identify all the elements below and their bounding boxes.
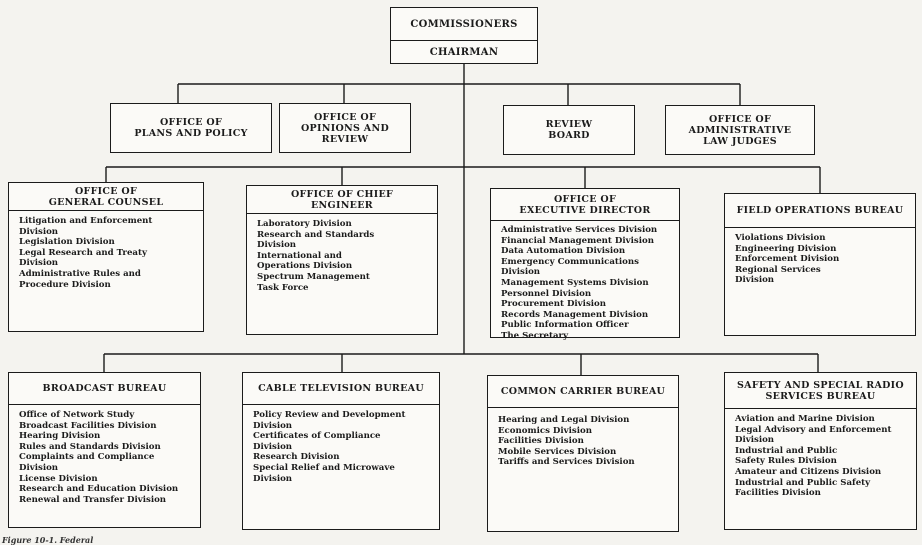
list-item: Policy Review and Development Division — [253, 410, 406, 431]
list-item: Spectrum Management Task Force — [257, 271, 370, 293]
list-item: Research and Standards Division — [257, 229, 375, 251]
list-item: Litigation and Enforcement Division — [19, 216, 153, 237]
review-board: REVIEW BOARD — [503, 105, 635, 155]
commissioners-label: COMMISSIONERS — [391, 8, 537, 41]
office-admin-law-judges: OFFICE OF ADMINISTRATIVE LAW JUDGES — [665, 105, 815, 155]
common-carrier-bureau-list — [488, 408, 678, 468]
common-carrier-bureau — [487, 375, 679, 532]
list-item: Mobile Services Division — [498, 446, 617, 457]
list-item: Legal Advisory and Enforcement Division — [735, 424, 892, 446]
list-item: Aviation and Marine Division — [735, 414, 875, 424]
office-executive-director-title: OFFICE OF EXECUTIVE DIRECTOR — [491, 189, 679, 221]
list-item: Office of Network Study — [19, 410, 135, 420]
list-item: Industrial and Public Safety Rules Division — [735, 445, 838, 467]
office-general-counsel — [8, 182, 204, 332]
list-item: Renewal and Transfer Division — [19, 494, 167, 505]
list-item: Public Information Officer — [501, 320, 629, 331]
list-item: Research and Education Division — [19, 484, 179, 495]
list-item: Special Relief and Microwave Division — [253, 462, 395, 484]
list-item: Administrative Services Division — [501, 225, 658, 235]
list-item: Enforcement Division — [735, 254, 840, 265]
cable-television-bureau-list — [243, 405, 439, 484]
list-item: Management Systems Division — [501, 277, 649, 288]
broadcast-bureau — [8, 372, 201, 528]
figure-caption: Figure 10-1. Federal — [2, 535, 94, 545]
broadcast-bureau-list — [9, 405, 200, 505]
field-operations-bureau-list — [725, 228, 915, 286]
safety-special-radio-bureau-title: SAFETY AND SPECIAL RADIO SERVICES BUREAU — [725, 373, 916, 409]
office-opinions-review: OFFICE OF OPINIONS AND REVIEW — [279, 103, 411, 153]
list-item: Economics Division — [498, 425, 592, 436]
list-item: Amateur and Citizens Division — [735, 466, 882, 477]
field-operations-bureau — [724, 193, 916, 336]
list-item: Certificates of Compliance Division — [253, 431, 381, 452]
list-item: Data Automation Division — [501, 246, 626, 257]
list-item: Laboratory Division — [257, 219, 352, 229]
list-item: Administrative Rules and Procedure Division — [19, 268, 141, 290]
list-item: The Secretary — [501, 330, 569, 341]
office-executive-director-list — [491, 221, 679, 342]
list-item: Rules and Standards Division — [19, 441, 161, 452]
office-chief-engineer-title: OFFICE OF CHIEF ENGINEER — [247, 186, 437, 214]
office-chief-engineer-list — [247, 214, 437, 293]
office-chief-engineer — [246, 185, 438, 335]
list-item: License Division — [19, 473, 98, 484]
broadcast-bureau-title: BROADCAST BUREAU — [9, 373, 200, 405]
commissioners-box — [390, 7, 538, 64]
office-executive-director — [490, 188, 680, 341]
chairman-label: CHAIRMAN — [429, 46, 499, 58]
field-operations-bureau-title: FIELD OPERATIONS BUREAU — [725, 194, 915, 228]
list-item: Complaints and Compliance Division — [19, 452, 155, 473]
list-item: Regional Services Division — [735, 264, 821, 286]
list-item: Hearing Division — [19, 431, 101, 442]
office-general-counsel-title: OFFICE OF GENERAL COUNSEL — [9, 183, 203, 211]
list-item: Broadcast Facilities Division — [19, 420, 157, 431]
list-item: Research Division — [253, 452, 340, 463]
list-item: Legal Research and Treaty Division — [19, 247, 147, 269]
list-item: Records Management Division — [501, 309, 649, 320]
list-item: Emergency Communications Division — [501, 256, 639, 278]
list-item: Financial Management Division — [501, 235, 654, 246]
list-item: Personnel Division — [501, 288, 592, 299]
list-item: Engineering Division — [735, 243, 837, 254]
cable-television-bureau-title: CABLE TELEVISION BUREAU — [243, 373, 439, 405]
list-item: Violations Division — [735, 233, 826, 243]
list-item: Procurement Division — [501, 299, 607, 310]
list-item: Facilities Division — [498, 436, 584, 447]
safety-special-radio-bureau — [724, 372, 917, 530]
common-carrier-bureau-title: COMMON CARRIER BUREAU — [488, 376, 678, 408]
safety-special-radio-bureau-list — [725, 409, 916, 499]
list-item: Industrial and Public Safety Facilities Division — [735, 477, 871, 499]
office-plans-policy: OFFICE OF PLANS AND POLICY — [110, 103, 272, 153]
list-item: Hearing and Legal Division — [498, 415, 630, 425]
list-item: Tariffs and Services Division — [498, 457, 635, 468]
list-item: International and Operations Division — [257, 250, 353, 272]
office-general-counsel-list — [9, 211, 203, 290]
list-item: Legislation Division — [19, 237, 115, 248]
cable-television-bureau — [242, 372, 440, 530]
